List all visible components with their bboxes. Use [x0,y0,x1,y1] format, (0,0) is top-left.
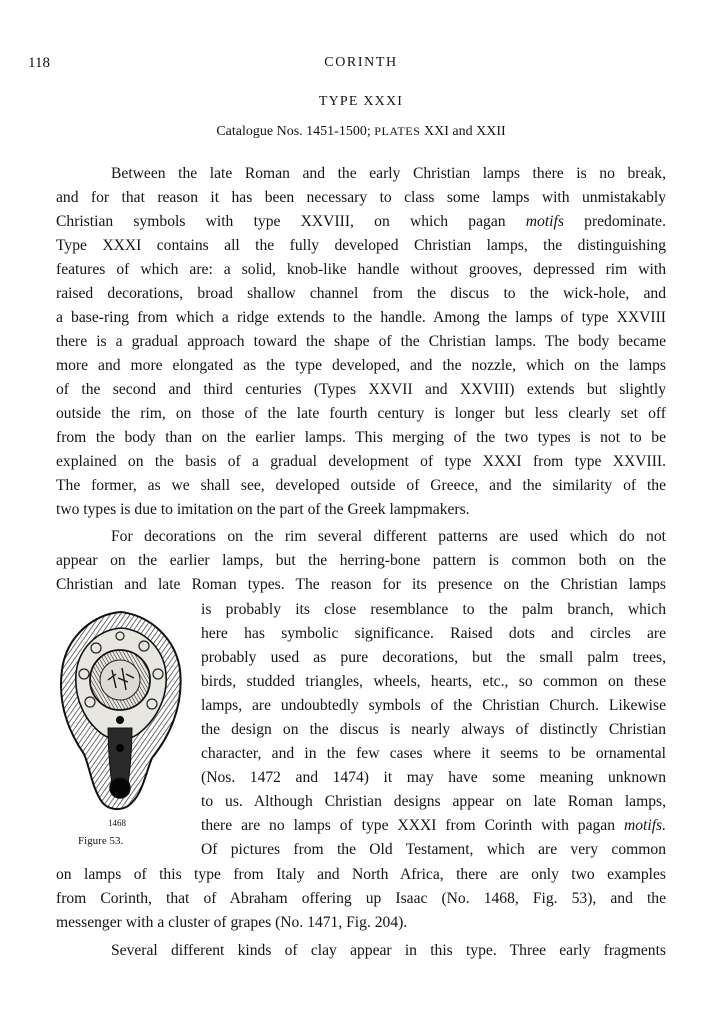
air-hole [116,744,124,752]
text-line: from Corinth, that of Abraham offering up Isaac (No. 1468, Fig. 53), and the [56,890,666,907]
text-line: on lamps of this type from Italy and North Africa, there are only two examples [56,866,666,883]
emphasis-word: motifs [525,213,564,230]
text-line: lamps, are undoubtedly symbols of the Christian Church. Likewise [201,697,666,714]
text-span: Christian symbols with type XXVIII, on which pagan [56,213,506,230]
text-line: probably used as pure decorations, but the small palm trees, [201,649,666,666]
text-line: Between the late Roman and the early Christian lamps there is no break, [111,165,666,182]
text-line: appear on the earlier lamps, but the herring-bone pattern is common both on the [56,552,666,569]
text-line: outside the rim, on those of the late fourth century is longer but less clearly set off [56,405,666,422]
text-line: from the body than on the earlier lamps. This merging of the two types is not to be [56,429,666,446]
text-span: there are no lamps of type XXXI from Corinth with pagan [201,817,616,834]
text-line: explained on the basis of a gradual development of type XXXI from type XXVIII. [56,453,666,470]
text-line: (Nos. 1472 and 1474) it may have some meaning unknown [201,769,666,786]
text-line: of the second and third centuries (Types XXVII and XXVIII) extends but slightly [56,381,666,398]
text-line: Of pictures from the Old Testament, which are very common [201,841,666,858]
figure-catalogue-number: 1468 [108,818,126,828]
running-title: CORINTH [324,55,398,70]
catalogue-prefix: Catalogue Nos. 1451-1500; [216,124,371,139]
text-line: here has symbolic significance. Raised dots and circles are [201,625,666,642]
text-line: a base-ring from which a ridge extends to the handle. Among the lamps of type XXVIII [56,309,666,326]
filling-hole [116,716,124,724]
text-line: is probably its close resemblance to the palm branch, which [201,601,666,618]
type-heading: TYPE XXXI [318,94,404,109]
text-line-with-emphasis [56,210,666,234]
text-line: more and more elongated as the type developed, and the nozzle, which on the lamps [56,357,666,374]
text-line: Several different kinds of clay appear in this type. Three early fragments [111,942,666,959]
plates-label: PLATES [374,124,421,138]
text-line: features of which are: a solid, knob-like handle without grooves, depressed rim with [56,261,666,278]
text-line: there is a gradual approach toward the shape of the Christian lamps. The body became [56,333,666,350]
text-line: raised decorations, broad shallow channel from the discus to the wick-hole, and [56,285,666,302]
text-span: predominate. [584,213,666,230]
wick-hole [110,778,130,798]
lamp-illustration [56,608,186,813]
emphasis-word: motifs. [623,817,666,834]
text-line: birds, studded triangles, wheels, hearts, etc., so common on these [201,673,666,690]
text-line: For decorations on the rim several different patterns are used which do not [111,528,666,545]
text-line: two types is due to imitation on the part of the Greek lampmakers. [56,501,470,518]
figure-caption: Figure 53. [78,835,124,847]
text-line: and for that reason it has been necessary to class some lamps with unmistakably [56,189,666,206]
text-line: character, and in the few cases where it seems to be ornamental [201,745,666,762]
text-line: the design on the discus is nearly always of distinctly Christian [201,721,666,738]
text-line-with-emphasis [201,814,666,838]
page-number: 118 [28,55,50,71]
catalogue-line [0,124,722,140]
text-line: The former, as we shall see, developed outside of Greece, and the similarity of the [56,477,666,494]
lamp-channel [108,728,132,784]
text-line: to us. Although Christian designs appear on late Roman lamps, [201,793,666,810]
text-line: Type XXXI contains all the fully developed Christian lamps, the distinguishing [56,237,666,254]
text-line: messenger with a cluster of grapes (No. 1471, Fig. 204). [56,914,408,931]
text-line: Christian and late Roman types. The reason for its presence on the Christian lamps [56,576,666,593]
plates-numbers: XXI and XXII [424,124,506,139]
